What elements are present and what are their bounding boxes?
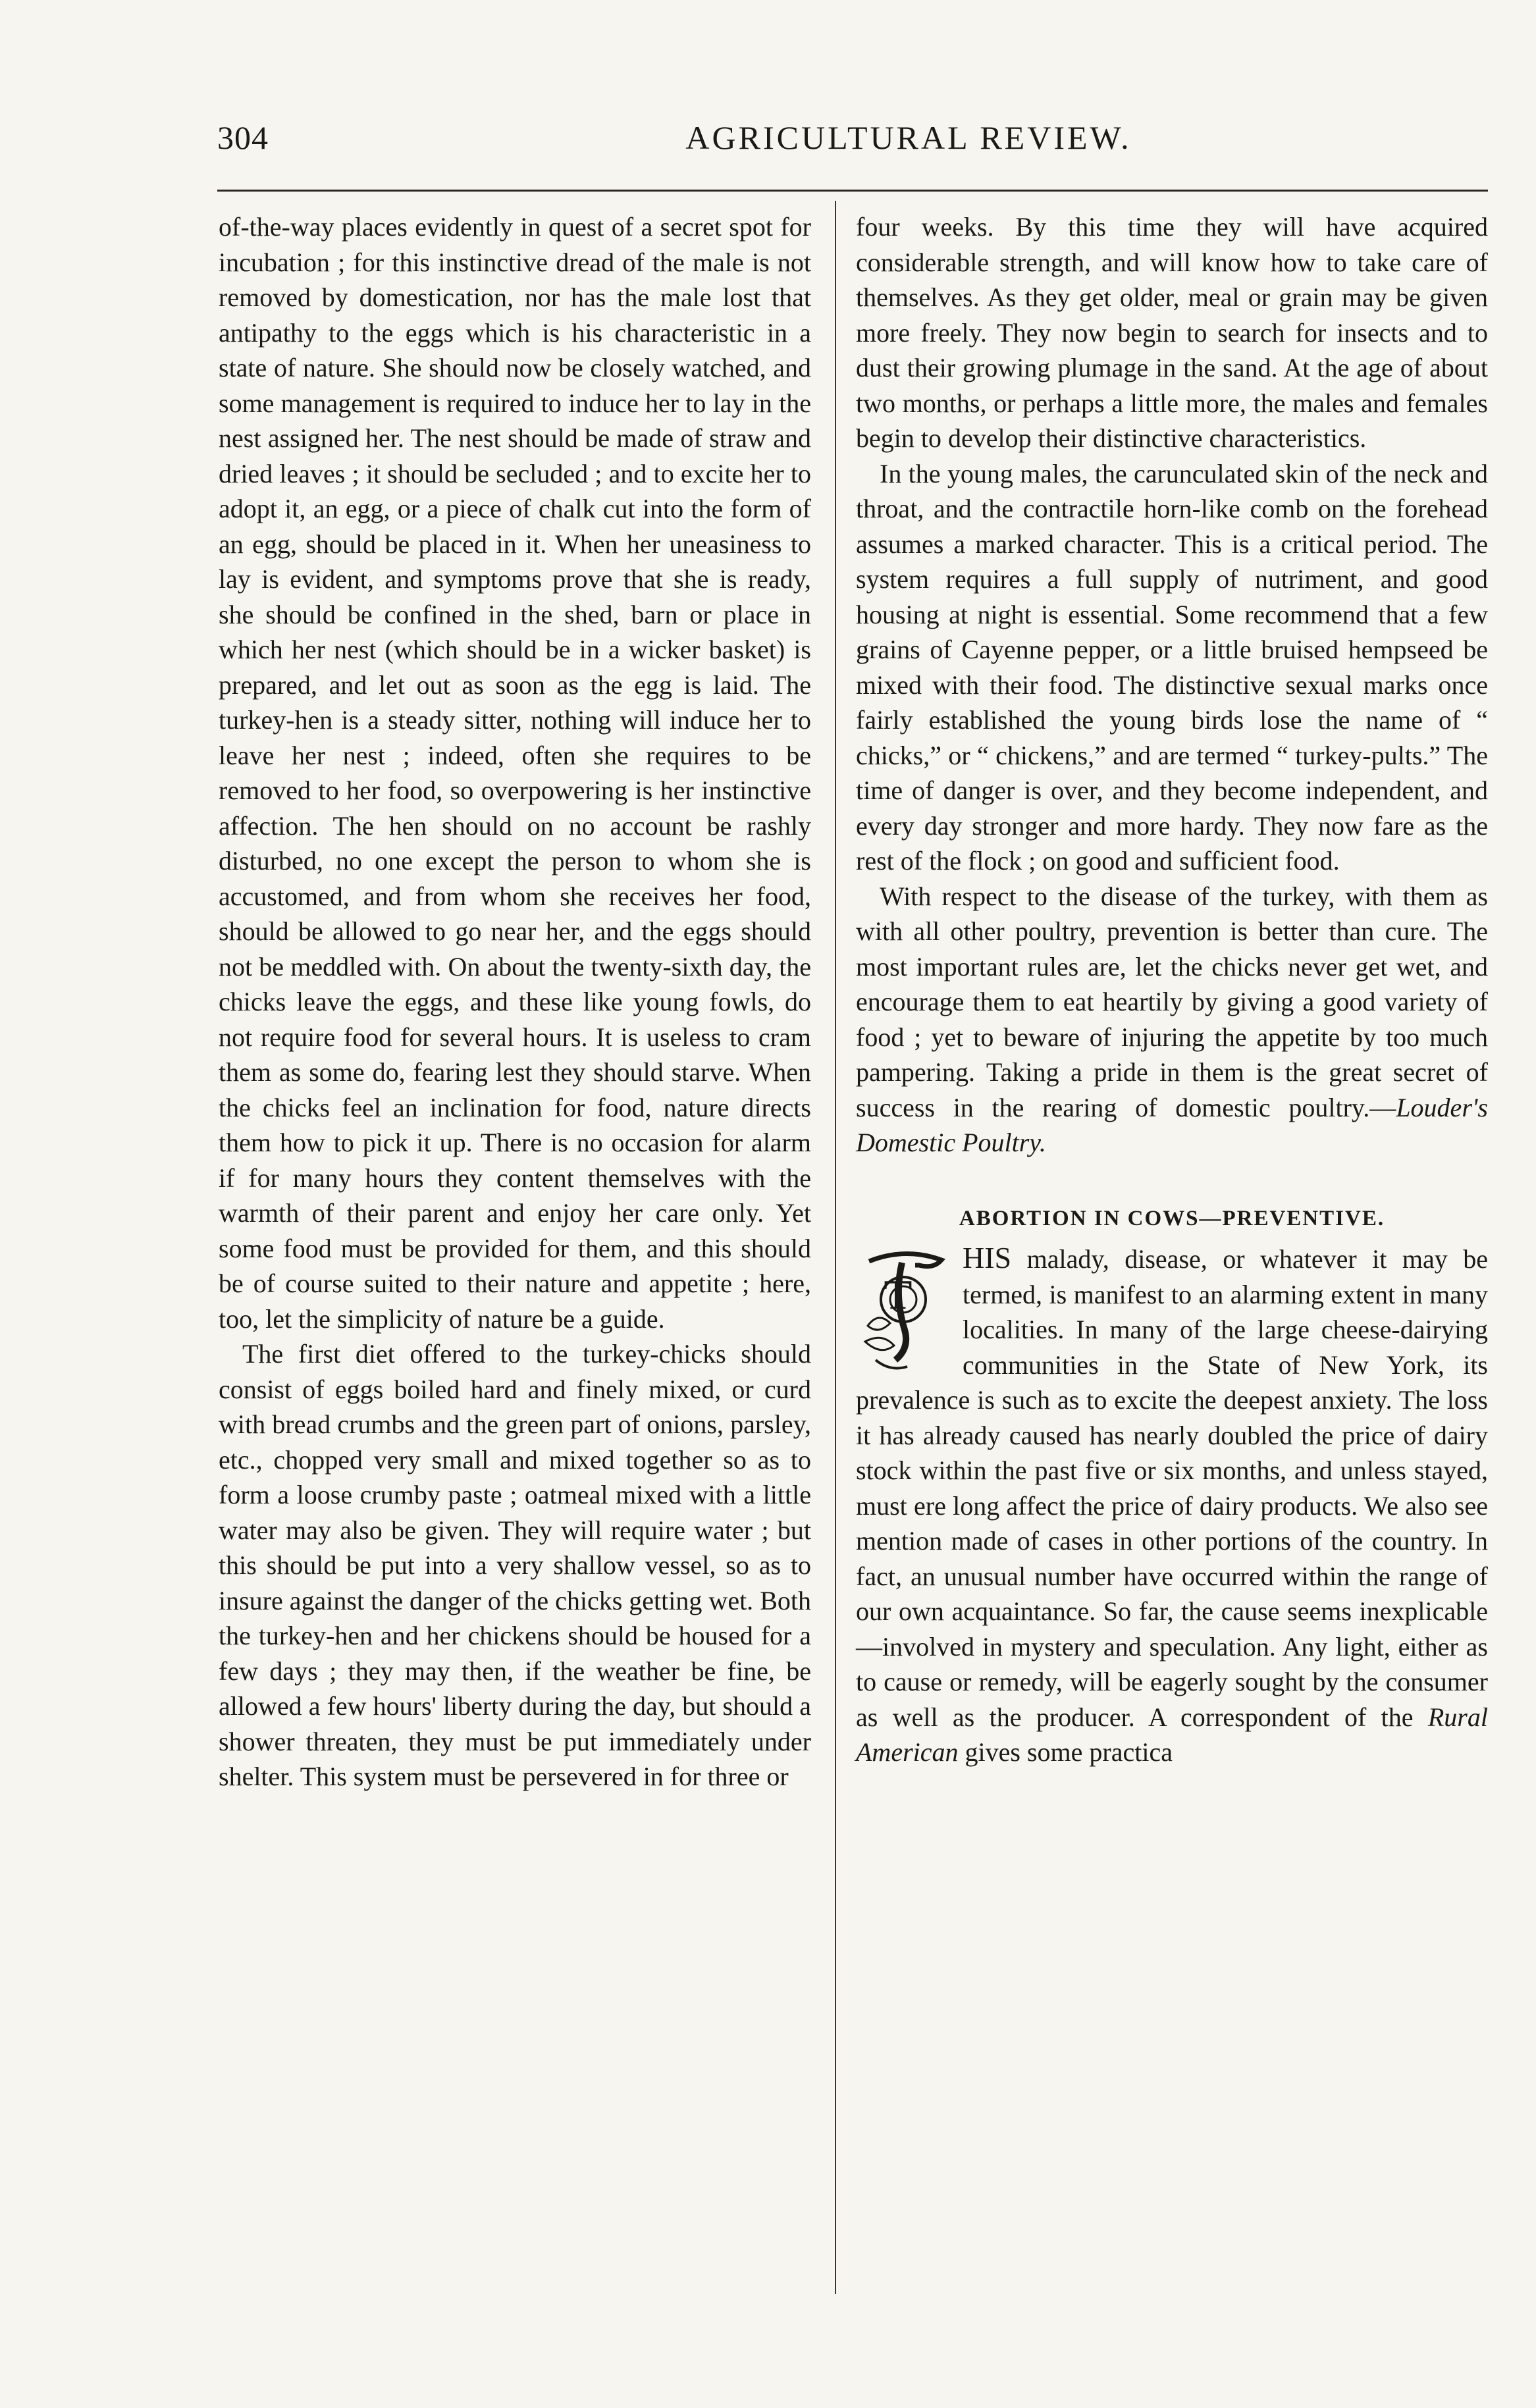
section-body-text: malady, disease, or whatever it may be termed, is manifest to an alarming extent in many localities. In many of the large cheese-dairying communities in the State of New York, its prevalence is such as to excite the deepest anxiety. The loss it has already caused has nearly doubled the price of dairy stock within the past five or six months, and unless stayed, must ere long affect the price of dairy products. We also see mention made of cases in other portions of the country. In fact, an unusual number have occurred within the range of our own acquaintance. So far, the cause seems inexplicable—involved in mystery and speculation. Any light, either as to cause or remedy, will be eagerly sought by the consumer as well as the producer. A correspondent of the	[856, 1244, 1488, 1732]
ornamental-initial-icon	[856, 1243, 955, 1381]
paragraph-young-males: In the young males, the carunculated skin of the neck and throat, and the contractile horn-like comb on the forehead assumes a marked character. This is a critical period. The system requires a full supply of nutriment, and good housing at night is essential. Some recommend that a few grains of Cayenne pepper, or a little bruised hempseed be mixed with their food. The distinctive sexual marks once fairly established the young birds lose the name of “ chicks,” or “ chickens,” and are termed “ turkey-pults.” The time of danger is over, and they become independent, and every day stronger and more hardy. They now fare as the rest of the flock ; on good and sufficient food.	[856, 458, 1488, 876]
paragraph-four-weeks: four weeks. By this time they will have acquired considerable strength, and will know how to take care of themselves. As they get older, meal or grain may be given more freely. They now begin to search for insects and to dust their growing plumage in the sand. At the age of about two months, or perhaps a little more, the males and females begin to develop their distinctive characteristics.	[856, 212, 1488, 453]
publication-name: Rural American	[856, 1702, 1488, 1767]
page-number: 304	[217, 119, 269, 156]
paragraph-disease	[856, 879, 1488, 1161]
dropcap-letter: T	[884, 1271, 913, 1318]
first-word: HIS	[963, 1241, 1012, 1274]
section-body	[856, 1240, 1488, 1770]
paragraph-first-diet: The first diet offered to the turkey-chicks should consist of eggs boiled hard and finely mixed, or curd with bread crumbs and the green part of onions, parsley, etc., chopped very small and mixed together so as to form a loose crumby paste ; oatmeal mixed with a little water may also be given. They will require water ; but this should be put into a very shallow vessel, so as to insure against the danger of the chicks getting wet. Both the turkey-hen and her chickens should be housed for a few days ; they may then, if the weather be fine, be allowed a few hours' liberty during the day, but should a shower threaten, they must be put immediately under shelter. This system must be persevered in for three or	[219, 1339, 811, 1791]
decorated-initial-t	[856, 1243, 955, 1381]
column-divider	[835, 201, 836, 2294]
source-citation: Louder's Domestic Poultry.	[856, 1092, 1488, 1157]
section-body-end: gives some practica	[958, 1737, 1173, 1767]
journal-title: AGRICULTURAL REVIEW.	[685, 119, 1132, 156]
left-column	[219, 209, 811, 1794]
paragraph-continuation: of-the-way places evidently in quest of a secret spot for incubation ; for this instinctive dread of the male is not removed by domestication, nor has the male lost that antipathy to the eggs which is his characteristic in a state of nature. She should now be closely watched, and some management is required to induce her to lay in the nest assigned her. The nest should be made of straw and dried leaves ; it should be secluded ; and to excite her to adopt it, an egg, or a piece of chalk cut into the form of an egg, should be placed in it. When her uneasiness to lay is evident, and symptoms prove that she is ready, she should be confined in the shed, barn or place in which her nest (which should be in a wicker basket) is prepared, and let out as soon as the egg is laid. The turkey-hen is a steady sitter, nothing will induce her to leave her nest ; indeed, often she requires to be removed to her food, so overpowering is her instinctive affection. The hen should on no account be rashly disturbed, no one except the person to whom she is accustomed, and from whom she receives her food, should be allowed to go near her, and the eggs should not be meddled with. On about the twenty-sixth day, the chicks leave the eggs, and these like young fowls, do not require food for several hours. It is useless to cram them as some do, fearing lest they should starve. When the chicks feel an inclination for food, nature directs them how to pick it up. There is no occasion for alarm if for many hours they content themselves with the warmth of their parent and enjoy her care only. Yet some food must be provided for them, and this should be of course suited to their nature and appetite ; here, too, let the simplicity of nature be a guide.	[219, 212, 811, 1334]
paragraph-disease-text: With respect to the disease of the turkey, with them as with all other poultry, prevention is better than cure. The most important rules are, let the chicks never get wet, and encourage them to eat heartily by giving a good variety of food ; yet to beware of injuring the appetite by too much pampering. Taking a pride in them is the great secret of success in the rearing of domestic poultry.—	[856, 881, 1488, 1122]
running-head	[217, 118, 1488, 171]
right-column	[856, 209, 1488, 1770]
header-rule	[217, 190, 1488, 192]
section-heading: ABORTION IN COWS—PREVENTIVE.	[959, 1206, 1385, 1230]
